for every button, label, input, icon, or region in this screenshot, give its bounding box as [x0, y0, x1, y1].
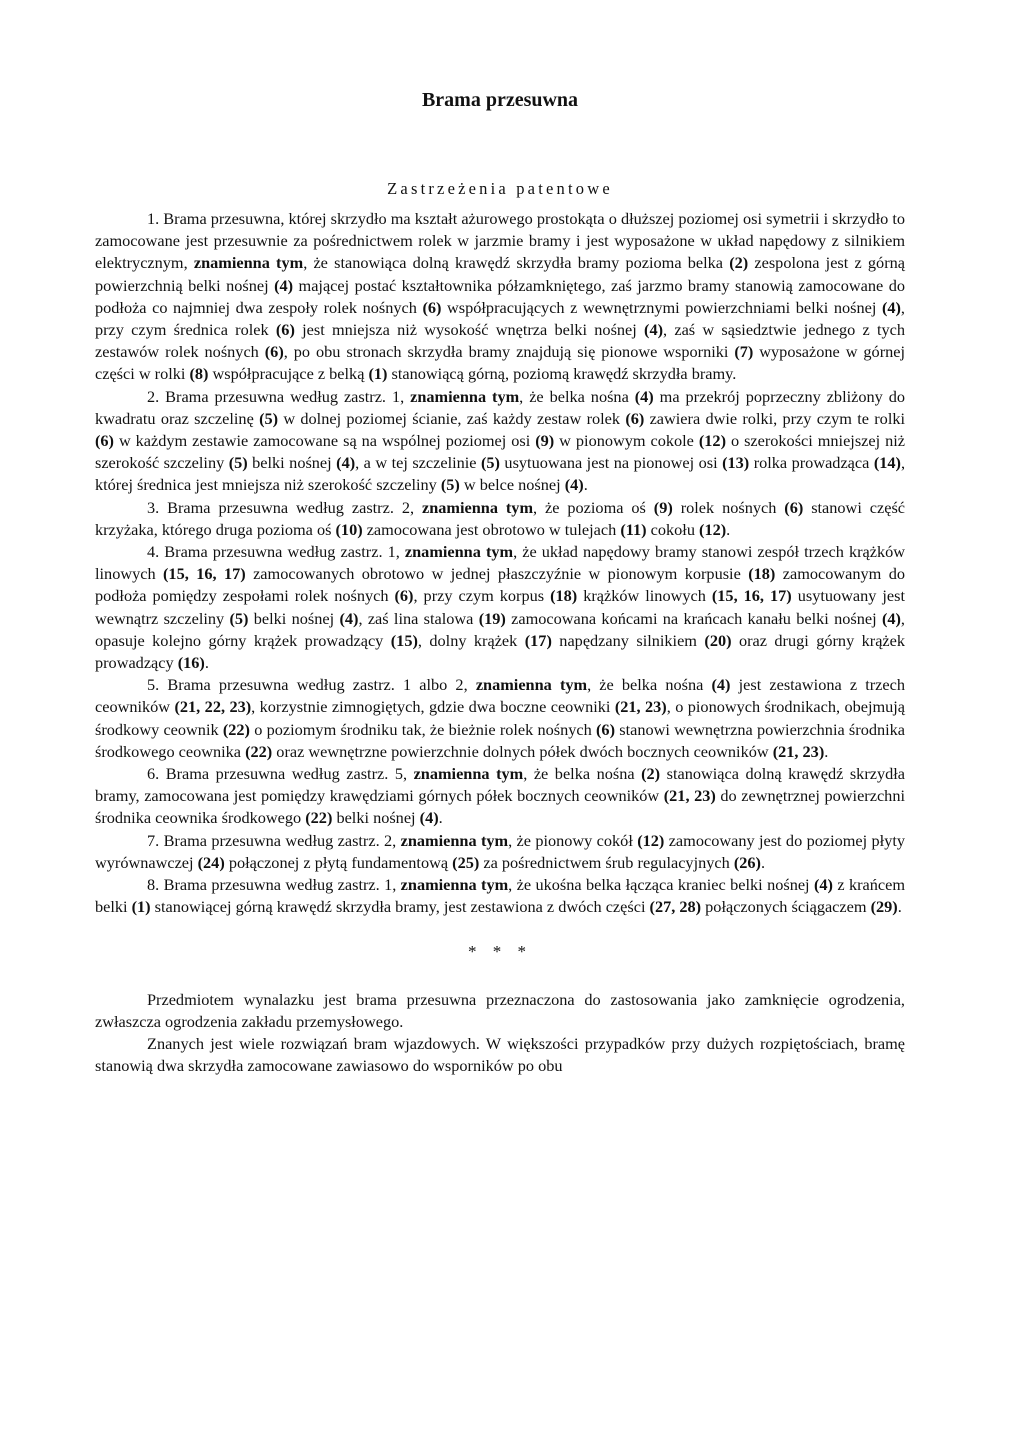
claim-text-run: , przy czym korpus [413, 586, 551, 606]
claim-text-run: , że pozioma oś [533, 497, 654, 517]
claim-text-run: do zewnętrznej powierzchni środnika ceownika środkowego [95, 786, 905, 828]
claim-text-run: stanowiącej górną krawędź skrzydła bramy, jest zestawiona z dwóch części [150, 897, 650, 917]
claim-bold-run: (5) [480, 453, 500, 473]
claim-text-run: , zaś w sąsiedztwie jednego z tych zestawów rolek nośnych [95, 320, 905, 362]
claim-paragraph [95, 386, 905, 497]
claim-bold-run: (24) [197, 852, 225, 872]
claim-bold-run: (4) [711, 675, 731, 695]
claim-bold-run: (22) [222, 719, 250, 739]
claim-bold-run: (15, 16, 17) [163, 564, 246, 584]
claim-text-run: z krańcem belki [95, 875, 905, 917]
claim-bold-run: (4) [644, 320, 664, 340]
claim-bold-run: (26) [733, 852, 761, 872]
claim-bold-run: (4) [339, 608, 359, 628]
claim-text-run: zamocowany jest do poziomej płyty wyrównawczej [95, 830, 905, 872]
claim-text-run: 3. Brama przesuwna według zastrz. 2, [147, 497, 422, 517]
claim-bold-run: (22) [245, 741, 273, 761]
claim-text-run: , że pionowy cokół [508, 830, 638, 850]
claim-bold-run: znamienna tym [413, 764, 524, 784]
claim-text-run: rolek nośnych [672, 497, 785, 517]
claim-bold-run: (5) [259, 408, 279, 428]
claim-bold-run: (2) [729, 253, 749, 273]
claim-text-run: belki nośnej [247, 453, 337, 473]
claim-bold-run: (4) [419, 808, 439, 828]
claim-text-run: , dolny krążek [417, 630, 525, 650]
claim-bold-run: (6) [264, 342, 284, 362]
claim-bold-run: (4) [881, 297, 901, 317]
claim-paragraph [95, 497, 905, 541]
claim-text-run: stanowi wewnętrzna powierzchnia środnika środkowego ceownika [95, 719, 906, 761]
claims-list [95, 208, 905, 919]
claim-bold-run: (6) [784, 497, 804, 517]
claim-bold-run: (11) [620, 519, 647, 539]
claim-text-run: , że układ napędowy bramy stanowi zespół trzech krążków linowych [95, 542, 906, 584]
claim-text-run: , że stanowiąca dolną krawędź skrzydła bramy pozioma belka [303, 253, 730, 273]
claim-paragraph [95, 874, 905, 918]
claim-bold-run: (9) [535, 431, 555, 451]
claim-paragraph [95, 763, 905, 830]
claim-bold-run: (4) [274, 275, 294, 295]
claim-text-run: 5. Brama przesuwna według zastrz. 1 albo 2, [147, 675, 476, 695]
claim-bold-run: znamienna tym [475, 675, 588, 695]
claim-bold-run: (6) [625, 408, 645, 428]
claim-bold-run: (1) [131, 897, 151, 917]
claim-bold-run: (12) [699, 519, 727, 539]
claim-text-run: rolka prowadząca [749, 453, 874, 473]
claim-bold-run: znamienna tym [410, 386, 520, 406]
claim-text-run: 7. Brama przesuwna według zastrz. 2, [147, 830, 401, 850]
claim-text-run: , a w tej szczelinie [355, 453, 481, 473]
claim-bold-run: (19) [478, 608, 506, 628]
claim-bold-run: (29) [870, 897, 898, 917]
claim-bold-run: (18) [748, 564, 776, 584]
claim-text-run: 6. Brama przesuwna według zastrz. 5, [147, 764, 414, 784]
claim-paragraph [95, 208, 905, 386]
claim-bold-run: (6) [596, 719, 615, 739]
claim-bold-run: (9) [653, 497, 673, 517]
claim-text-run: krążków linowych [577, 586, 712, 606]
claim-bold-run: (6) [394, 586, 414, 606]
claim-bold-run: znamienna tym [404, 542, 514, 562]
claim-text-run: stanowi część krzyżaka, którego druga pozioma oś [95, 497, 906, 539]
claim-text-run: cokołu [646, 519, 700, 539]
claim-text-run: jest zestawiona z trzech ceowników [95, 675, 905, 717]
claim-bold-run: (1) [368, 364, 388, 384]
claim-text-run: w dolnej poziomej ścianie, zaś każdy zestaw rolek [278, 408, 626, 428]
claim-bold-run: (5) [228, 453, 248, 473]
claim-text-run: 4. Brama przesuwna według zastrz. 1, [147, 542, 405, 562]
description-paragraph: Znanych jest wiele rozwiązań bram wjazdowych. W większości przypadków przy dużych rozpiętościach, bramę stanowią dwa skrzydła zamocowane zawiasowo do wsporników po obu [95, 1033, 905, 1076]
claim-bold-run: (10) [335, 519, 363, 539]
claim-bold-run: znamienna tym [400, 830, 509, 850]
claim-text-run: zamocowanych obrotowo w jednej płaszczyźnie w pionowym korpusie [245, 564, 749, 584]
claim-text-run: , że belka nośna [587, 675, 712, 695]
claim-bold-run: (12) [637, 830, 665, 850]
claim-bold-run: znamienna tym [193, 253, 304, 273]
claim-bold-run: znamienna tym [421, 497, 534, 517]
claim-bold-run: (5) [440, 475, 460, 495]
section-separator: * * * [468, 941, 532, 961]
claim-bold-run: (15) [390, 630, 418, 650]
claim-bold-run: (6) [275, 320, 295, 340]
claim-text-run: 1. Brama przesuwna, której skrzydło ma kształt ażurowego prostokąta o dłuższej poziomej osi symetrii i skrzydło to zamocowane jest przesuwnie za pośrednictwem rolek w jarzmie bramy i jest wyposażone w układ napędowy z silnikiem elektrycznym, [95, 209, 905, 273]
claim-bold-run: znamienna tym [400, 875, 509, 895]
claim-paragraph [95, 830, 905, 874]
claim-text-run: zamocowana końcami na krańcach kanału belki nośnej [505, 608, 882, 628]
description-paragraph: Przedmiotem wynalazku jest brama przesuwna przeznaczona do zastosowania jako zamknięcie ogrodzenia, zwłaszcza ogrodzenia zakładu przemysłowego. [95, 989, 905, 1031]
claim-text-run: 2. Brama przesuwna według zastrz. 1, [147, 386, 411, 406]
claim-text-run: w belce nośnej [459, 475, 565, 495]
claim-bold-run: (6) [422, 297, 442, 317]
claim-text-run: usytuowany jest wewnątrz szczeliny [95, 586, 906, 628]
claim-text-run: stanowiąca dolną krawędź skrzydła bramy, zamocowana jest pomiędzy krawędziami górnych półek bocznych ceowników [95, 764, 906, 806]
claim-text-run: mającej postać kształtownika półzamkniętego, zaś jarzmo bramy stanowią zamocowane do podłoża co najmniej dwa zespoły rolek nośnych [95, 275, 905, 317]
claim-text-run: . [897, 897, 902, 917]
claim-bold-run: (4) [813, 875, 833, 895]
claim-text-run: współpracujących z wewnętrznymi powierzchniami belki nośnej [441, 297, 882, 317]
claim-bold-run: (6) [95, 431, 114, 451]
claim-bold-run: (21, 23) [614, 697, 667, 717]
claim-bold-run: (22) [305, 808, 333, 828]
claim-text-run: wyposażone w górnej części w rolki [95, 342, 906, 384]
claim-text-run: o poziomym środniku tak, że bieżnie rolek nośnych [249, 719, 597, 739]
claim-paragraph [95, 541, 905, 674]
claim-bold-run: (4) [881, 608, 901, 628]
claim-bold-run: (13) [722, 453, 750, 473]
claim-text-run: , o pionowych środnikach, obejmują środkowy ceownik [95, 697, 906, 739]
claim-text-run: za pośrednictwem śrub regulacyjnych [479, 852, 734, 872]
claim-text-run: współpracujące z belką [208, 364, 369, 384]
description-section [95, 989, 905, 1078]
claim-text-run: . [583, 475, 588, 495]
section-heading: Zastrzeżenia patentowe [387, 179, 613, 198]
claim-text-run: , zaś lina stalowa [358, 608, 479, 628]
claim-text-run: , przy czym średnica rolek [95, 297, 905, 340]
claim-text-run: . [760, 852, 766, 872]
claim-bold-run: (15, 16, 17) [711, 586, 792, 606]
claim-text-run: . [204, 653, 209, 673]
claim-bold-run: (21, 22, 23) [174, 697, 252, 717]
claim-text-run: oraz wewnętrzne powierzchnie dolnych półek dwóch bocznych ceowników [272, 741, 773, 761]
claim-text-run: . [726, 519, 731, 539]
claim-text-run: ma przekrój poprzeczny zbliżony do kwadratu oraz szczelinę [95, 386, 905, 428]
claim-text-run: jest mniejsza niż wysokość wnętrza belki nośnej [294, 320, 645, 340]
claim-bold-run: (21, 23) [772, 741, 825, 761]
claim-text-run: połączonych ściągaczem [701, 897, 871, 917]
claim-text-run: , że ukośna belka łącząca kraniec belki nośnej [508, 875, 814, 895]
claim-bold-run: (21, 23) [663, 786, 716, 806]
claim-bold-run: (5) [229, 608, 249, 628]
claim-text-run: połączonej z płytą fundamentową [224, 852, 453, 872]
claim-text-run: stanowiącą górną, poziomą krawędź skrzydła bramy. [387, 364, 737, 384]
claim-text-run: , opasuje kolejno górny krążek prowadzący [95, 608, 905, 650]
claim-text-run: zespolona jest z górną powierzchnią belki nośnej [95, 253, 905, 295]
claim-text-run: zamocowanym do podłoża pomiędzy zespołami rolek nośnych [95, 564, 906, 606]
claim-paragraph [95, 674, 905, 763]
claim-text-run: , po obu stronach skrzydła bramy znajdują się pionowe wsporniki [283, 342, 735, 362]
claim-text-run: belki nośnej [248, 608, 340, 628]
claim-text-run: . [824, 741, 829, 761]
claim-bold-run: (27, 28) [649, 897, 702, 917]
claim-bold-run: (4) [564, 475, 584, 495]
claim-text-run: , że belka nośna [519, 386, 635, 406]
claim-text-run: . [438, 808, 443, 828]
claim-text-run: oraz drugi górny krążek prowadzący [95, 630, 906, 673]
claim-text-run: w pionowym cokole [554, 431, 699, 451]
claim-bold-run: (7) [734, 342, 754, 362]
claim-text-run: o szerokości mniejszej niż szerokość szczeliny [95, 431, 905, 473]
document-title: Brama przesuwna [421, 89, 579, 111]
claim-bold-run: (18) [550, 586, 578, 606]
claim-bold-run: (4) [634, 386, 654, 406]
claim-bold-run: (20) [704, 630, 732, 650]
claim-bold-run: (8) [189, 364, 209, 384]
claim-text-run: 8. Brama przesuwna według zastrz. 1, [147, 875, 401, 895]
claim-text-run: , której średnica jest mniejsza niż szerokość szczeliny [95, 453, 906, 495]
claim-text-run: , że belka nośna [523, 764, 642, 784]
claim-bold-run: (25) [452, 852, 480, 872]
claim-text-run: zawiera dwie rolki, przy czym te rolki [644, 408, 906, 428]
claim-bold-run: (4) [336, 453, 356, 473]
claim-bold-run: (2) [641, 764, 661, 784]
claim-text-run: usytuowana jest na pionowej osi [499, 453, 723, 473]
claim-bold-run: (17) [524, 630, 552, 650]
document-page [95, 88, 905, 1077]
claim-text-run: zamocowana jest obrotowo w tulejach [362, 519, 621, 539]
claim-text-run: , korzystnie zimnogiętych, gdzie dwa boczne ceowniki [251, 697, 615, 717]
claim-text-run: napędzany silnikiem [551, 630, 705, 650]
claim-bold-run: (14) [873, 453, 901, 473]
claim-bold-run: (16) [177, 653, 205, 673]
claim-text-run: w każdym zestawie zamocowane są na wspólnej poziomej osi [113, 431, 536, 451]
claim-text-run: belki nośnej [332, 808, 420, 828]
claim-bold-run: (12) [698, 431, 726, 451]
